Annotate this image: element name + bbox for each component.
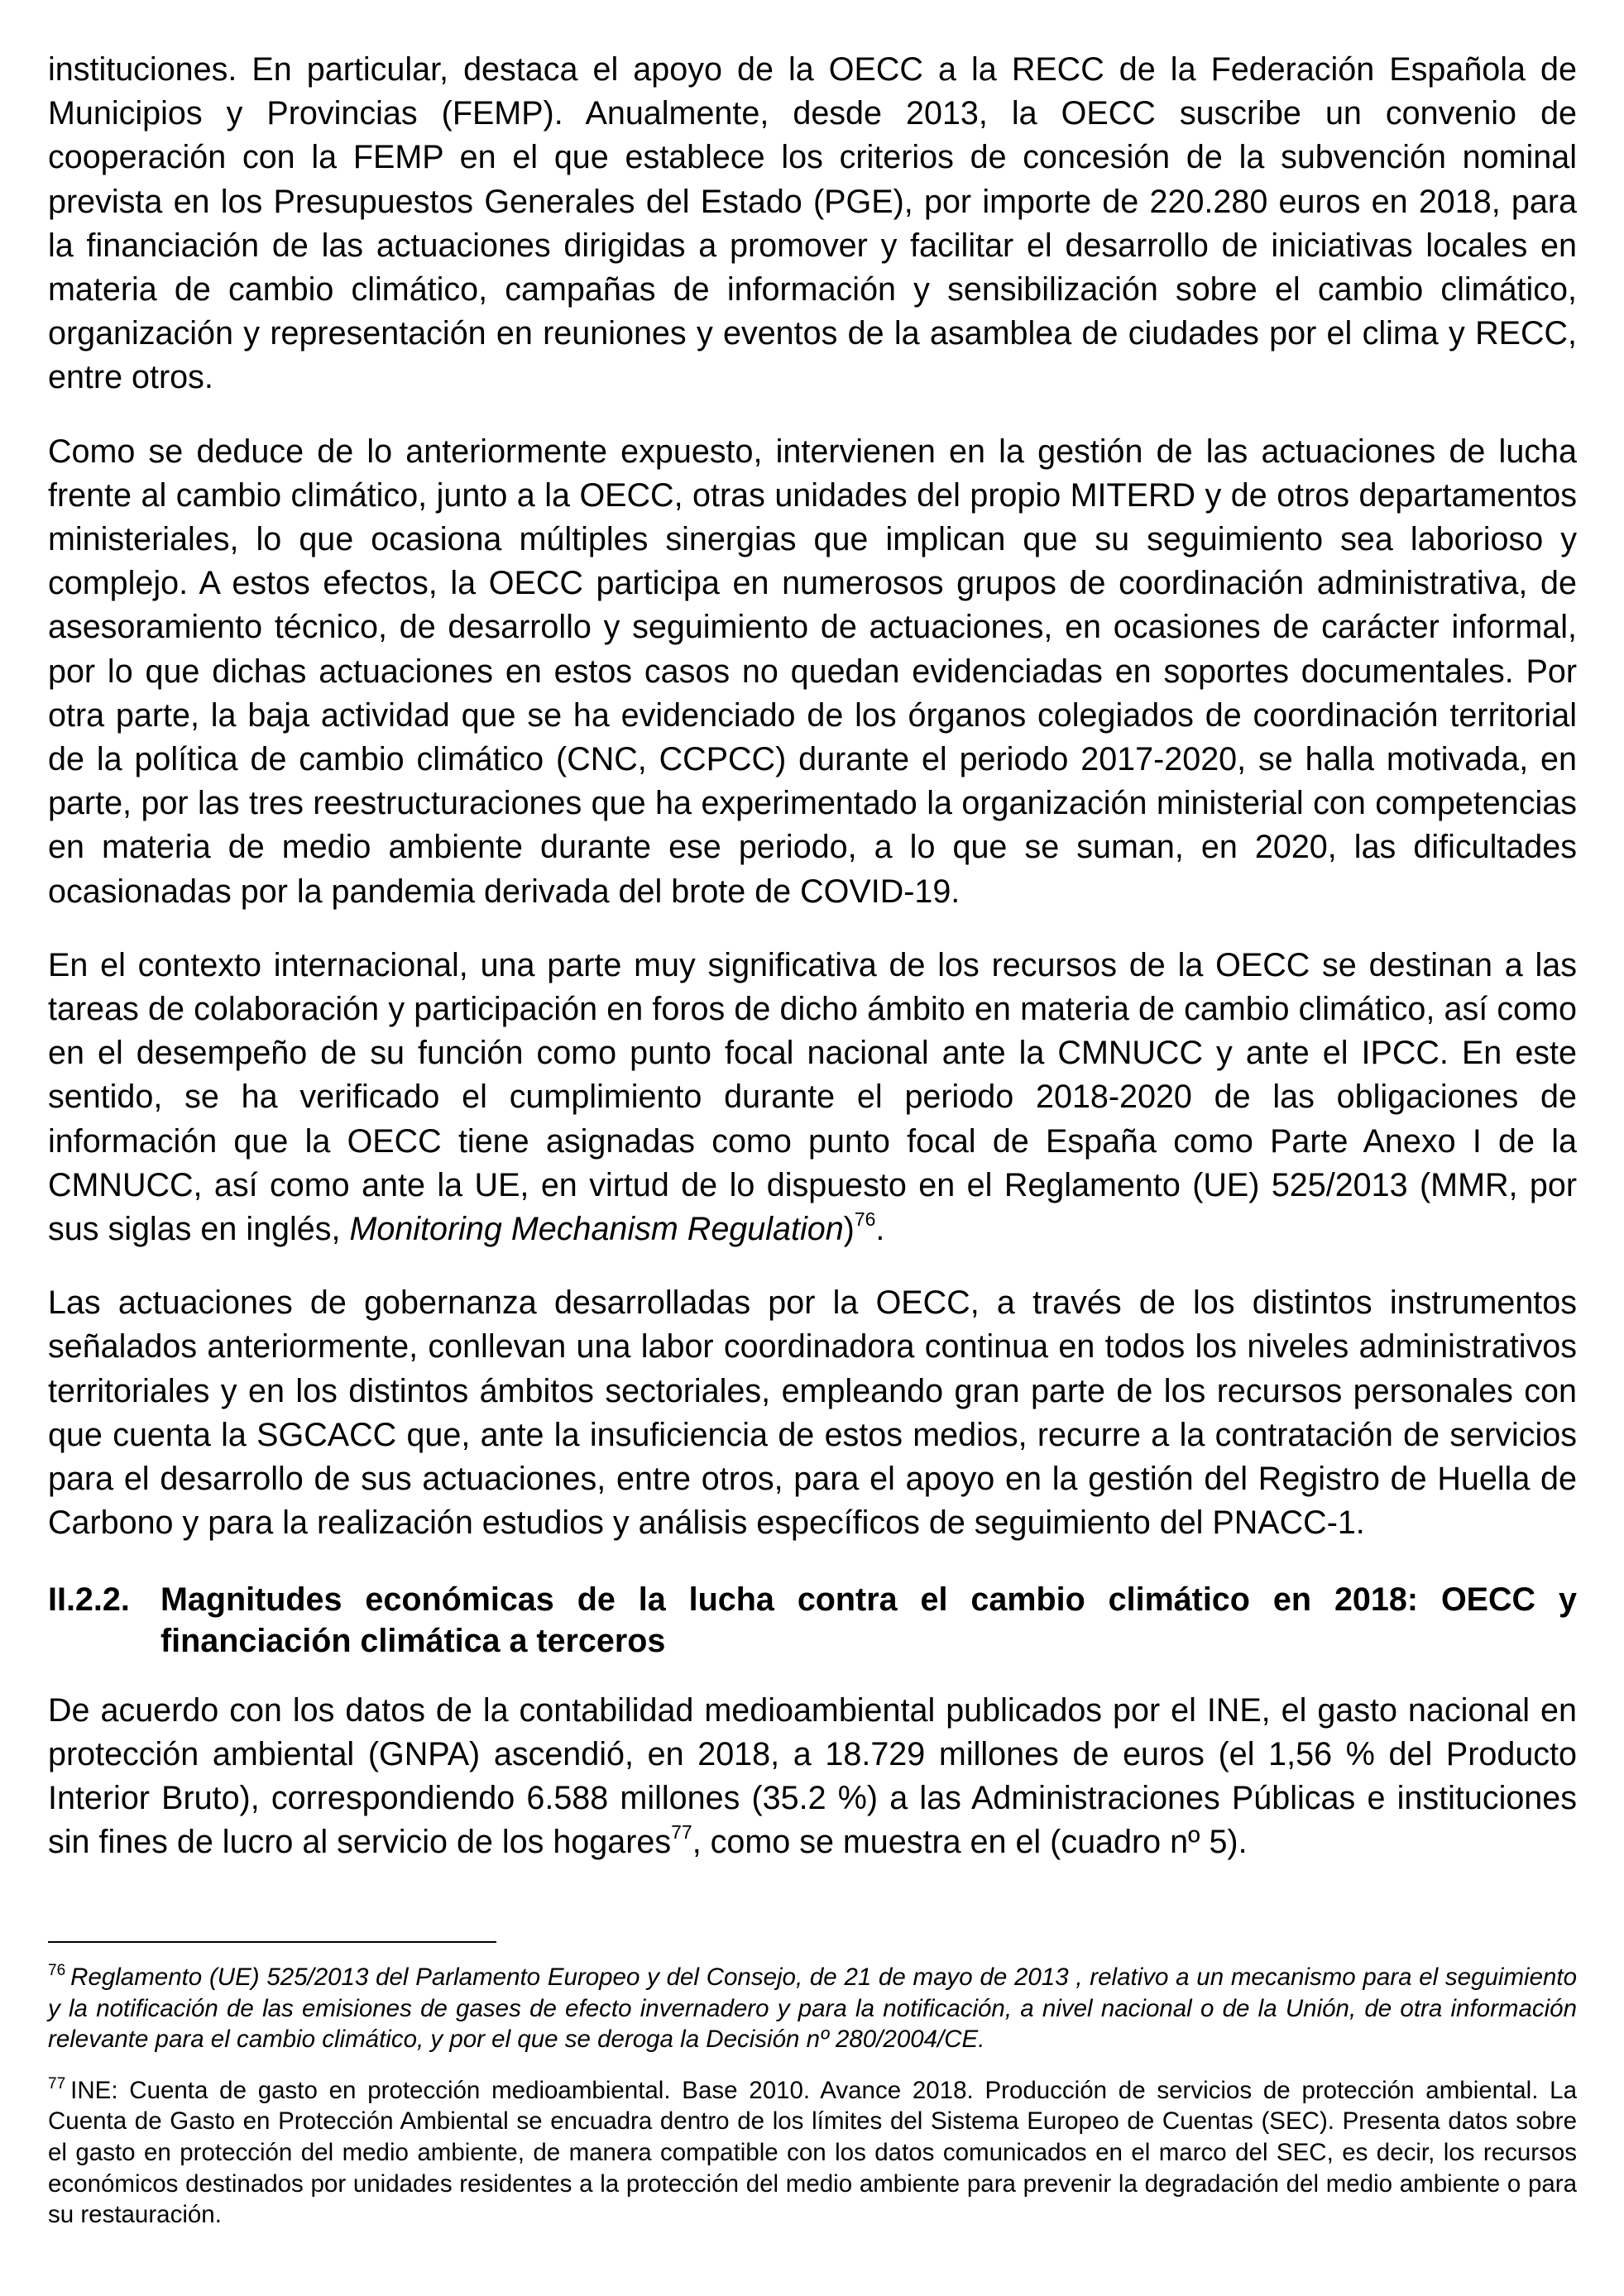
paragraph-coordination: Como se deduce de lo anteriormente expuesto, intervienen en la gestión de las actuaciones de lucha frente al cambio climático, junto a la OECC, otras unidades del propio MITERD y de otros departamentos ministeriales, lo que ocasiona múltiples sinergias que implican que su seguimiento sea laborioso y complejo. A estos efectos, la OECC participa en numerosos grupos de coordinación administrativa, de asesoramiento técnico, de desarrollo y seguimiento de actuaciones, en ocasiones de carácter informal, por lo que dichas actuaciones en estos casos no quedan evidenciadas en soportes documentales. Por otra parte, la baja actividad que se ha evidenciado de los órganos colegiados de coordinación territorial de la política de cambio climático (CNC, CCPCC) durante el periodo 2017-2020, se halla motivada, en parte, por las tres reestructuraciones que ha experimentado la organización ministerial con competencias en materia de medio ambiente durante ese periodo, a lo que se suman, en 2020, las dificultades ocasionadas por la pandemia derivada del brote de COVID-19. [48, 433, 1577, 910]
closing-parenthesis: ) [843, 1211, 855, 1248]
paragraph-gnpa [48, 1689, 1577, 1865]
sentence-end: . [875, 1211, 885, 1248]
footnote-ref-76[interactable]: 76 [854, 1208, 876, 1231]
section-number: II.2.2. [48, 1581, 130, 1618]
paragraph-gnpa-text: De acuerdo con los datos de la contabilidad medioambiental publicados por el INE, el gasto nacional en protección ambiental (GNPA) ascendió, en 2018, a 18.729 millones de euros (el 1,56 % del Producto Interior Bruto), correspondiendo 6.588 millones (35.2 %) a las Administraciones Públicas e instituciones sin fines de lucro al servicio de los hogares [48, 1691, 1577, 1861]
paragraph-international-text: En el contexto internacional, una parte muy significativa de los recursos de la OECC se destinan a las tareas de colaboración y participación en foros de dicho ámbito en materia de cambio climático, así como en el desempeño de su función como punto focal nacional ante la CMNUCC y ante el IPCC. En este sentido, se ha verificado el cumplimiento durante el periodo 2018-2020 de las obligaciones de información que la OECC tiene asignadas como punto focal de España como Parte Anexo I de la CMNUCC, así como ante la UE, en virtud de lo dispuesto en el Reglamento (UE) 525/2013 (MMR, por sus siglas en inglés, [48, 946, 1577, 1248]
paragraph-international-context [48, 944, 1577, 1251]
footnote-text: INE: Cuenta de gasto en protección medioambiental. Base 2010. Avance 2018. Producción de servicios de protección ambiental. La Cuenta de Gasto en Protección Ambiental se encuadra dentro de los límites del Sistema Europeo de Cuentas (SEC). Presenta datos sobre el gasto en protección del medio ambiente, de manera compatible con los datos comunicados en el marco del SEC, es decir, los recursos económicos destinados por unidades residentes a la protección del medio ambiente para prevenir la degradación del medio ambiente o para su restauración. [48, 2076, 1577, 2229]
footnote-ref-77[interactable]: 77 [671, 1821, 692, 1844]
document-page [48, 48, 1577, 1864]
paragraph-gnpa-end: , como se muestra en el (cuadro nº 5). [692, 1824, 1248, 1861]
section-heading [48, 1579, 1577, 1662]
paragraph-femp-agreement: instituciones. En particular, destaca el apoyo de la OECC a la RECC de la Federación Española de Municipios y Provincias (FEMP). Anualmente, desde 2013, la OECC suscribe un convenio de cooperación con la FEMP en el que establece los criterios de concesión de la subvención nominal prevista en los Presupuestos Generales del Estado (PGE), por importe de 220.280 euros en 2018, para la financiación de las actuaciones dirigidas a promover y facilitar el desarrollo de iniciativas locales en materia de cambio climático, campañas de información y sensibilización sobre el cambio climático, organización y representación en reuniones y eventos de la asamblea de ciudades por el clima y RECC, entre otros. [48, 51, 1577, 396]
footnote-text: Reglamento (UE) 525/2013 del Parlamento Europeo y del Consejo, de 21 de mayo de 2013 , relativo a un mecanismo para el seguimiento y la notificación de las emisiones de gases de efecto invernadero y para la notificación, a nivel nacional o de la Unión, de otra información relevante para el cambio climático, y por el que se deroga la Decisión nº 280/2004/CE. [48, 1964, 1577, 2054]
footnote-separator [48, 1941, 496, 1943]
footnote-76 [48, 1962, 1577, 2055]
paragraph-governance: Las actuaciones de gobernanza desarrolladas por la OECC, a través de los distintos instrumentos señalados anteriormente, conllevan una labor coordinadora continua en todos los niveles administrativos territoriales y en los distintos ámbitos sectoriales, empleando gran parte de los recursos personales con que cuenta la SGCACC que, ante la insuficiencia de estos medios, recurre a la contratación de servicios para el desarrollo de sus actuaciones, entre otros, para el apoyo en la gestión del Registro de Huella de Carbono y para la realización estudios y análisis específicos de seguimiento del PNACC-1. [48, 1284, 1577, 1542]
footnotes [48, 1962, 1577, 2231]
section-title: Magnitudes económicas de la lucha contra el cambio climático en 2018: OECC y financiación climática a terceros [160, 1581, 1577, 1659]
footnote-label: 77 [48, 2074, 66, 2093]
footnote-77 [48, 2075, 1577, 2231]
regulation-name-italic: Monitoring Mechanism Regulation [349, 1211, 844, 1248]
footnote-label: 76 [48, 1962, 66, 1979]
